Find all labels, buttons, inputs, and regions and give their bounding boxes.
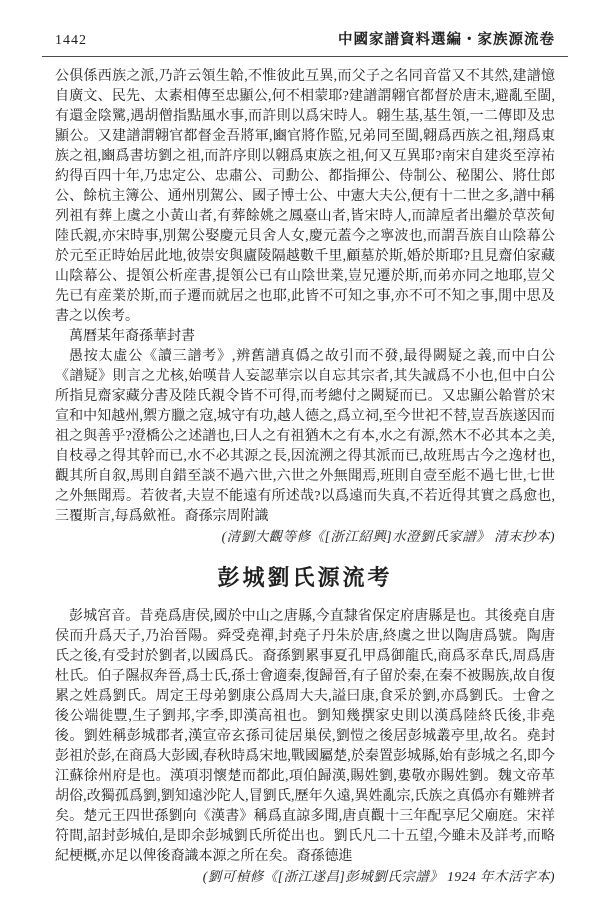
paragraph-continuation: 公俱係西族之派,乃許云領生韐,不惟彼此互異,而父子之名同音當又不其然,建譜憶自廣文、民先、太素相傳至忠顯公,何不相蒙耶?建譜謂翺官都督於唐末,避亂至閩,有還金陰騭,遇胡僧指點風水事,而許則以爲宋時人。翺生基,基生領,一二傳即及忠顯公。又建譜謂翺官都督金吾將軍,豳官將作監,兄弟同至閩,翺爲西族之祖,翔爲東族之祖,豳爲書坊劉之祖,而許序則以翺爲東族之祖,何又互異耶?南宋自建炎至淳祐約得百四十年,乃忠定公、忠肅公、司勳公、都指揮公、侍制公、秘閣公、將仕郎公、餘杭主簿公、通州別駕公、國子博士公、中憲大夫公,便有十二世之多,譜中稱列祖有葬上虞之小黃山者,有葬餘姚之鳳臺山者,皆宋時人,而諱垕者出繼於草茨甸陸氏親,亦宋時事,別駕公娶慶元貝舍人女,慶元蓋今之寧波也,而謂吾族自山陰幕公於元至正時始居此地,彼崇安與廬陵隔越數千里,顧墓於斯,婚於斯耶?且見齋伯家藏山陰幕公、提領公析産書,提領公已有山陰世業,豈兄遷於斯,而弟亦同之地耶,豈父先已有産業於斯,而子遷而就居之也耶,此皆不可知之事,亦不可不知之事,閒中思及書之以俟考。 (55, 69, 555, 324)
byline-wanli: 萬曆某年裔孫華封書 (69, 329, 195, 344)
page-header (0, 0, 610, 56)
book-title: 中國家譜資料選編・家族源流卷 (338, 32, 555, 48)
source-attribution-pengcheng: (劉可楨修《[浙江遂昌]彭城劉氏宗譜》 1924 年木活字本) (202, 869, 555, 884)
paragraph-pengcheng: 彭城宮音。昔堯爲唐侯,國於中山之唐縣,今直隸省保定府唐縣是也。其後堯自唐侯而升爲天子,乃治晉陽。舜受堯禪,封堯子丹朱於唐,終虞之世以陶唐爲號。陶唐氏之後,有受封於劉者,以國爲氏。裔孫劉累事夏孔甲爲御龍氏,商爲豕韋氏,周爲唐杜氏。伯子隰叔奔晉,爲士氏,孫士會適秦,復歸晉,有子留於秦,在秦不被賜族,故自復累之姓爲劉氏。周定王母弟劉康公爲周大夫,謚曰康,食采於劉,亦爲劉氏。士會之後公端徙豐,生子劉邦,字季,即漢高祖也。劉知幾撰家史則以漢爲陸終氏後,非堯後。劉姓稱彭城郡者,漢宣帝玄孫司徒居巢侯,劉愷之後居彭城叢亭里,故名。堯封彭祖於彭,在商爲大彭國,春秋時爲宋地,戰國屬楚,於秦置彭城縣,始有彭城之名,即今江蘇徐州府是也。漢項羽懷楚而都此,項伯歸漢,賜姓劉,婁敬亦賜姓劉。魏文帝革胡俗,改獨孤爲劉,劉知遠沙陀人,冒劉氏,歷年久遠,異姓亂宗,氏族之真僞亦有難辨者矣。楚元王四世孫劉向《漢書》稱爲直諒多聞,唐貞觀十三年配享尼父廟庭。宋祥符間,詔封彭城伯,是即余彭城劉氏所從出也。劉氏凡二十五望,今雖未及詳考,而略紀梗概,亦足以俾後裔識本源之所在矣。裔孫德進 (55, 609, 555, 864)
source-attribution-shuicheng: (清劉大觀等修《[浙江紹興]水澄劉氏家譜》 清末抄本) (221, 529, 555, 544)
paragraph-essay: 愚按太虛公《讀三譜考》,辨舊譜真僞之故引而不發,最得闕疑之義,而中白公《譜疑》則言之尤核,始嘆昔人妄認華宗以自忘其宗者,其失誠爲不小也,但中白公所指見齋家藏分書及陸氏親令皆不可得,而考總付之闕疑而已。又忠顯公韐嘗於宋宣和中知越州,禦方臘之寇,城守有功,越人德之,爲立祠,至今世祀不替,豈吾族遂因而祖之與善乎?澄橋公之述譜也,曰人之有祖猶木之有本,水之有源,然木不必其本之美,自枝尋之得其幹而已,水不必其源之長,因流溯之得其派而已,故班馬古今之逸材也,觀其所自叙,馬則自錯至談不過六世,六世之外無聞焉,班則自壹至彪不過七世,七世之外無聞焉。若彼者,夫豈不能遠有所述哉?以爲遠而失真,不若近得其實之爲愈也,三覆斯言,每爲歛袵。裔孫宗周附識 (55, 349, 555, 524)
page-number: 1442 (55, 33, 87, 48)
main-content (0, 57, 610, 887)
section-title-pengcheng: 彭城劉氏源流考 (217, 565, 393, 590)
